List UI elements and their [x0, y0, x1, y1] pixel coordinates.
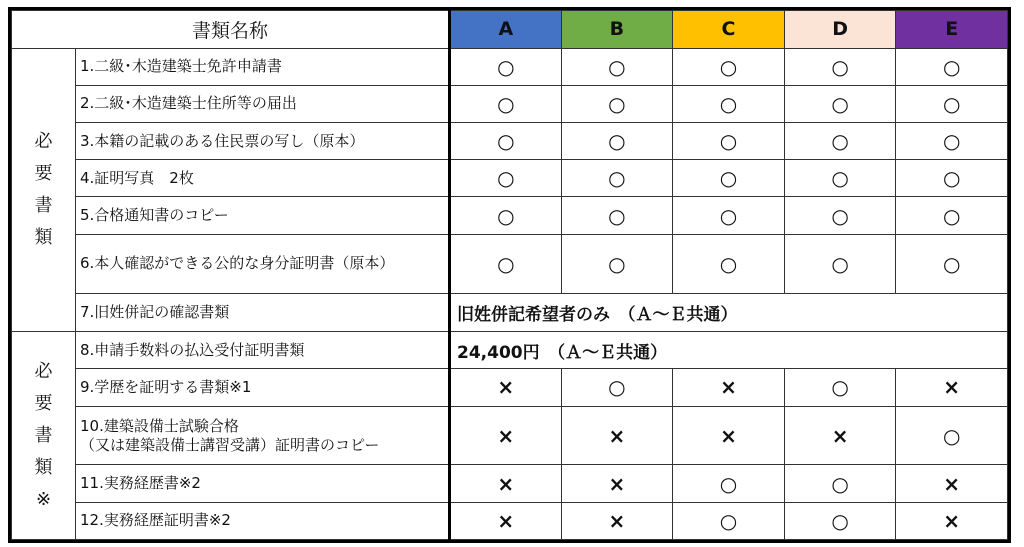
mark-cell: ○ [561, 369, 673, 406]
mark-cell: ○ [896, 123, 1008, 160]
header-document-name: 書類名称 [12, 11, 450, 49]
document-name: 4.証明写真 2枚 [76, 160, 450, 197]
group-char: 必 [34, 130, 53, 152]
mark-cell: ○ [896, 160, 1008, 197]
document-name: 12.実務経歴証明書※2 [76, 502, 450, 539]
document-name: 5.合格通知書のコピー [76, 197, 450, 234]
mark-cell: ○ [673, 123, 785, 160]
mark-cell: ○ [896, 234, 1008, 293]
mark-cell: ○ [561, 197, 673, 234]
mark-cell: × [784, 406, 896, 465]
mark-cell: ○ [673, 502, 785, 539]
mark-cell: ○ [673, 48, 785, 85]
mark-cell: ○ [673, 85, 785, 122]
mark-cell: × [896, 502, 1008, 539]
mark-cell: ○ [784, 160, 896, 197]
mark-cell: ○ [561, 123, 673, 160]
mark-cell: ○ [561, 160, 673, 197]
group-char: 要 [34, 162, 53, 184]
table-row [12, 160, 1008, 197]
header-col-c: C [673, 11, 785, 49]
document-name-line: （又は建築設備士講習受講）証明書のコピー [80, 435, 380, 454]
mark-cell: ○ [450, 123, 562, 160]
mark-cell: × [673, 369, 785, 406]
document-name: 6.本人確認ができる公的な身分証明書（原本） [76, 234, 450, 293]
table-row [12, 369, 1008, 406]
table-row [12, 234, 1008, 293]
mark-cell: ○ [784, 465, 896, 502]
mark-cell: × [450, 502, 562, 539]
document-name: 2.二級･木造建築士住所等の届出 [76, 85, 450, 122]
document-name [76, 406, 450, 465]
table-row [12, 465, 1008, 502]
mark-cell: ○ [784, 502, 896, 539]
mark-cell: ○ [896, 85, 1008, 122]
mark-cell: ○ [673, 465, 785, 502]
mark-cell: × [450, 369, 562, 406]
mark-cell: × [673, 406, 785, 465]
group-char: 類 [34, 226, 53, 248]
mark-cell: × [896, 369, 1008, 406]
header-col-b: B [561, 11, 673, 49]
shared-note: 24,400円 （Ａ～Ｅ共通） [450, 332, 1008, 369]
table-row [12, 502, 1008, 539]
mark-cell: ○ [784, 85, 896, 122]
shared-note: 旧姓併記希望者のみ （Ａ～Ｅ共通） [450, 293, 1008, 332]
mark-cell: ○ [784, 369, 896, 406]
mark-cell: ○ [784, 48, 896, 85]
mark-cell: × [450, 406, 562, 465]
group-char: 必 [34, 360, 53, 382]
document-name: 7.旧姓併記の確認書類 [76, 293, 450, 332]
mark-cell: × [561, 406, 673, 465]
mark-cell: ○ [896, 48, 1008, 85]
document-name: 3.本籍の記載のある住民票の写し（原本） [76, 123, 450, 160]
mark-cell: ○ [561, 48, 673, 85]
header-col-a: A [450, 11, 562, 49]
document-name-line: 10.建築設備士試験合格 [80, 416, 239, 435]
mark-cell: ○ [784, 197, 896, 234]
group-char: 書 [34, 194, 53, 216]
mark-cell: ○ [673, 160, 785, 197]
table-row [12, 406, 1008, 465]
document-name: 9.学歴を証明する書類※1 [76, 369, 450, 406]
mark-cell: ○ [896, 406, 1008, 465]
mark-cell: ○ [450, 85, 562, 122]
mark-cell: ○ [450, 234, 562, 293]
header-col-e: E [896, 11, 1008, 49]
table-row [12, 293, 1008, 332]
mark-cell: × [450, 465, 562, 502]
mark-cell: ○ [784, 234, 896, 293]
document-name: 8.申請手数料の払込受付証明書類 [76, 332, 450, 369]
mark-cell: ○ [784, 123, 896, 160]
mark-cell: ○ [561, 85, 673, 122]
group-label-conditional [12, 332, 76, 540]
mark-cell: × [896, 465, 1008, 502]
group-char: ※ [35, 488, 52, 510]
table-row [12, 197, 1008, 234]
table-row [12, 123, 1008, 160]
table-row [12, 85, 1008, 122]
table-row [12, 48, 1008, 85]
header-col-d: D [784, 11, 896, 49]
table-row [12, 332, 1008, 369]
header-row [12, 11, 1008, 49]
mark-cell: ○ [561, 234, 673, 293]
mark-cell: ○ [673, 197, 785, 234]
mark-cell: ○ [896, 197, 1008, 234]
mark-cell: ○ [673, 234, 785, 293]
document-name: 1.二級･木造建築士免許申請書 [76, 48, 450, 85]
mark-cell: ○ [450, 197, 562, 234]
group-char: 書 [34, 424, 53, 446]
mark-cell: × [561, 502, 673, 539]
group-char: 要 [34, 392, 53, 414]
document-name: 11.実務経歴書※2 [76, 465, 450, 502]
mark-cell: ○ [450, 48, 562, 85]
mark-cell: × [561, 465, 673, 502]
required-documents-table [11, 10, 1008, 540]
group-char: 類 [34, 456, 53, 478]
group-label-required [12, 48, 76, 332]
mark-cell: ○ [450, 160, 562, 197]
